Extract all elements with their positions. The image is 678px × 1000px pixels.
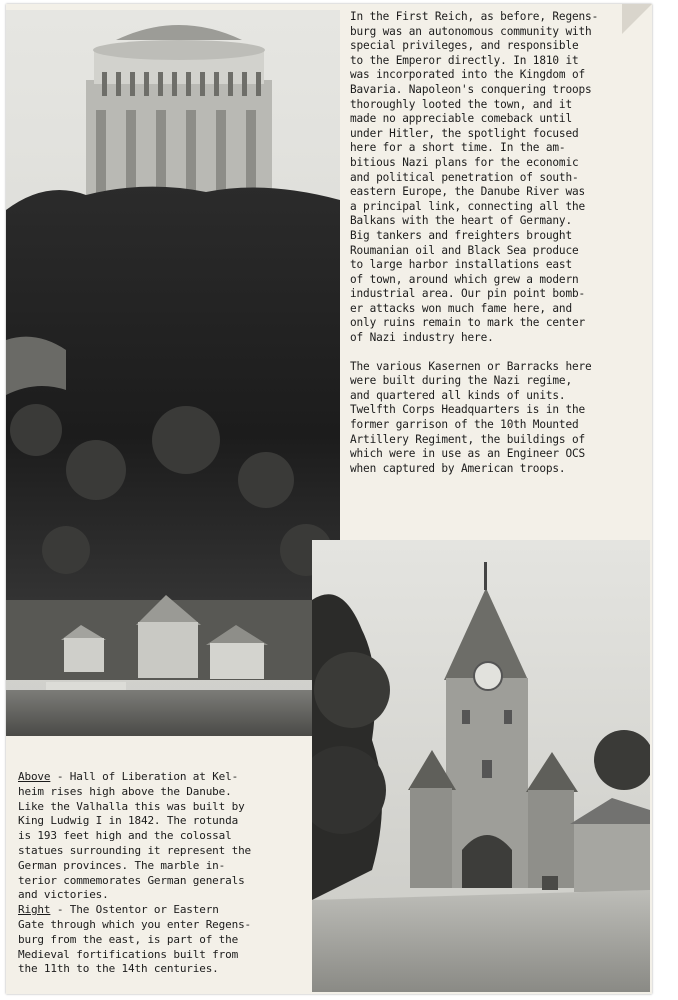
caption-right-text: - The Ostentor or Eastern Gate through which you enter Regens- burg from the east, is part of the Medieval fortifications built from the 11th to the 14th centuries. xyxy=(18,903,252,976)
caption-right xyxy=(18,903,308,977)
photo-hall-of-liberation xyxy=(6,10,340,736)
caption-above-text: - Hall of Liberation at Kel- heim rises high above the Danube. Like the Valhalla this was built by King Ludwig I in 1842. The rotunda is 193 feet high and the colossal statues surrounding it represent the German provinces. The marble in- terior commemorates German generals and victories. xyxy=(18,770,252,902)
photo-ostentor-gate xyxy=(312,540,650,992)
main-text-column xyxy=(350,10,646,476)
paragraph-barracks: The various Kasernen or Barracks here were built during the Nazi regime, and quartered all kinds of units. Twelfth Corps Headquarters is in the former garrison of the 10th Mounted Artillery Regiment, the buildings of which were in use as an Engineer OCS when captured by American troops. xyxy=(350,359,592,475)
photo-captions xyxy=(18,770,308,977)
caption-above xyxy=(18,770,308,903)
paragraph-history: In the First Reich, as before, Regens- burg was an autonomous community with special privileges, and responsible to the Emperor directly. In 1810 it was incorporated into the Kingdom of Bavaria. Napoleon's conquering troops thoroughly looted the town, and it made no appreciable comeback until under Hitler, the spotlight focused here for a short time. In the am- bitious Nazi plans for the economic and political penetration of south- eastern Europe, the Danube River was a principal link, connecting all the Balkans with the heart of Germany. Big tankers and freighters brought Roumanian oil and Black Sea produce to large harbor installations east of town, around which grew a modern industrial area. Our pin point bomb- er attacks won much fame here, and only ruins remain to mark the center of Nazi industry here. xyxy=(350,10,599,345)
caption-right-label: Right xyxy=(18,903,51,917)
caption-above-label: Above xyxy=(18,770,51,783)
